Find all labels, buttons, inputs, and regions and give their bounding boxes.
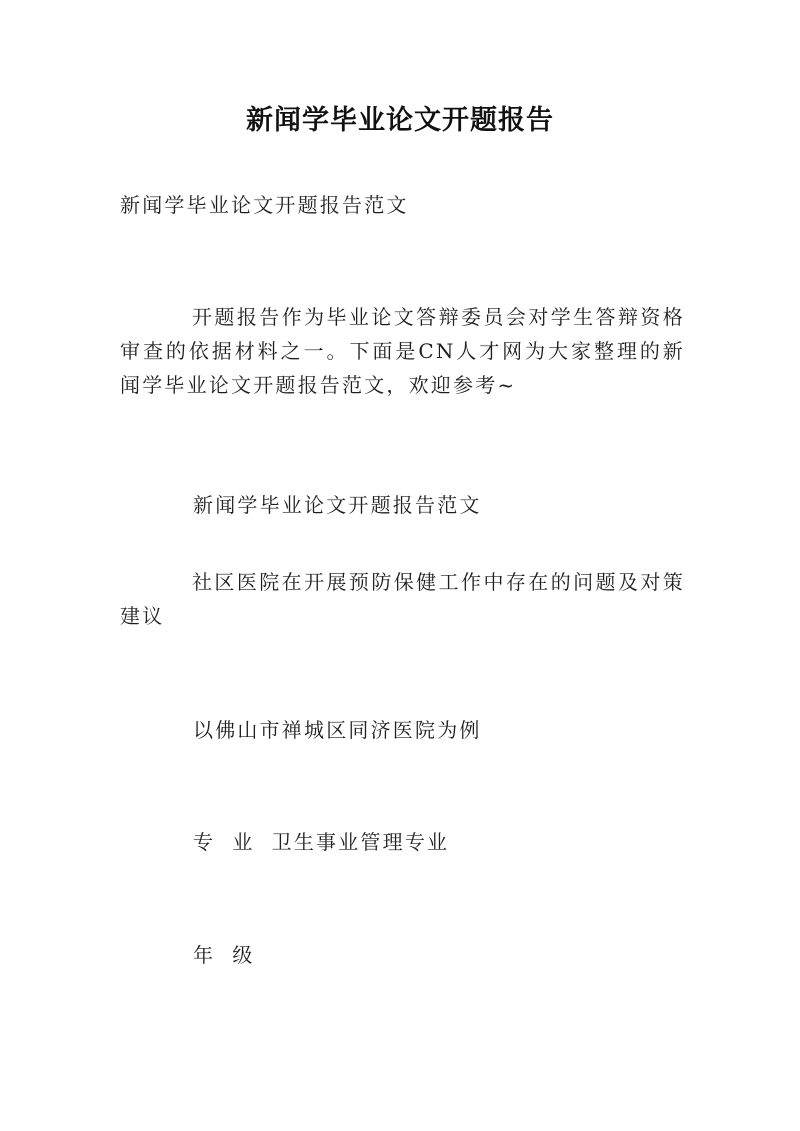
document-title: 新闻学毕业论文开题报告 [246, 105, 554, 136]
document-subtitle: 新闻学毕业论文开题报告范文 [120, 193, 409, 217]
intro-paragraph: 开题报告作为毕业论文答辩委员会对学生答辩资格审查的依据材料之一。下面是CN人才网为大家整理的新闻学毕业论文开题报告范文，欢迎参考~ [120, 305, 685, 397]
section-heading: 新闻学毕业论文开题报告范文 [193, 493, 482, 517]
grade-line: 年 级 [193, 943, 255, 967]
major-line: 专 业 卫生事业管理专业 [193, 830, 450, 854]
topic-paragraph: 社区医院在开展预防保健工作中存在的问题及对策建议 [120, 570, 685, 628]
case-line: 以佛山市禅城区同济医院为例 [193, 718, 482, 742]
